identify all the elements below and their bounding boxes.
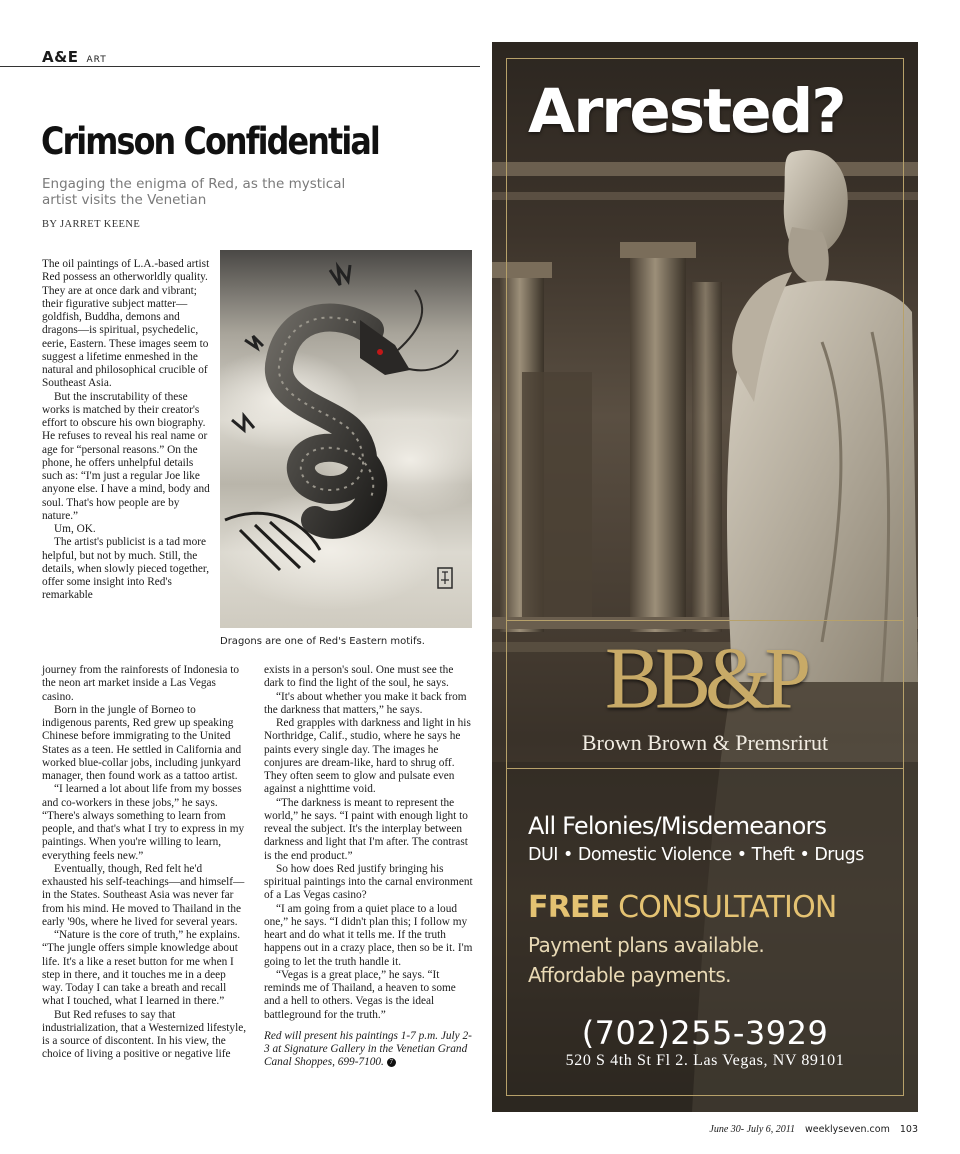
payment-plans: Payment plans available.: [528, 933, 765, 957]
paragraph: “I am going from a quiet place to a loud one,” he says. “I didn't plan this; I follow my heart and do what it tells me. If the truth happens out in a crazy place, then so be it. I'm going to let the truth handle it.: [264, 902, 473, 968]
paragraph: The oil paintings of L.A.-based artist Red possess an otherworldly quality. They are at once dark and vibrant; their figurative subject matter—goldfish, Buddha, demons and dragons—is spiritual, psychedelic, eerie, Eastern. These images seem to suggest a lifetime enmeshed in the natural and philosophical crucible of Southeast Asia.: [42, 258, 210, 390]
event-note-text: Red will present his paintings 1-7 p.m. July 2-3 at Signature Gallery in the Venetian Grand Canal Shoppes, 699-7100.: [264, 1029, 472, 1069]
paragraph: journey from the rainforests of Indonesia to the neon art market inside a Las Vegas casino.: [42, 664, 240, 703]
ad-services: All Felonies/Misdemeanors: [528, 812, 827, 840]
firm-logo: BB&P: [604, 629, 806, 728]
section-label: A&E: [42, 48, 79, 66]
ad-case-types: DUI • Domestic Violence • Theft • Drugs: [528, 845, 864, 865]
paragraph: [264, 969, 474, 1022]
article-byline: BY JARRET KEENE: [42, 219, 141, 230]
paragraph: “I learned a lot about life from my bosses and co-workers in these jobs,” he says. “There's always something to learn from people, and that's what I try to express in my paintings. When you're willing to learn, everything feels new.”: [42, 783, 245, 862]
consultation-label: CONSULTATION: [618, 890, 837, 925]
article-title: Crimson Confidential: [41, 120, 379, 163]
paragraph: “The darkness is meant to represent the world,” he says. “I paint with enough light to reveal the subject. It's the interplay between darkness and light that I'm after. The contrast is the end product.”: [264, 796, 468, 862]
firm-address: 520 S 4th St Fl 2. Las Vegas, NV 89101: [565, 1052, 845, 1069]
issue-date: June 30- July 6, 2011: [709, 1124, 796, 1135]
paragraph: Um, OK.: [54, 523, 96, 535]
paragraph: But Red refuses to say that industrialization, that a Westernized lifestyle, is a source of discontent. In his view, the choice of living a positive or negative life: [42, 1008, 247, 1061]
end-mark-icon: 7: [387, 1058, 396, 1067]
paragraph: Eventually, though, Red felt he'd exhausted his self-teachings—and himself—in the States. Southeast Asia was never far from his mind. He moved to Thailand in the early '90s, where he lived for several years.: [42, 862, 245, 928]
website: weeklyseven.com: [805, 1124, 890, 1135]
affordable-payments: Affordable payments.: [528, 963, 731, 987]
law-firm-ad: [492, 42, 918, 1112]
paragraph: Red grapples with darkness and light in his Northridge, Calif., studio, where he says he paints every single day. The images he conjures are dream-like, hard to shrug off. They often seem to glow and pulsate even against a nighttime void.: [264, 717, 471, 796]
event-note: [264, 1030, 474, 1070]
paragraph-text: “Vegas is a great place,” he says. “It reminds me of Thailand, a heaven to some and a hell to others. Vegas is the ideal battleground for the truth.”: [264, 968, 456, 1021]
article-column-a: [42, 258, 212, 603]
page-footer: [709, 1124, 918, 1135]
article-column-b: [42, 664, 248, 1062]
paragraph: Born in the jungle of Borneo to indigenous parents, Red grew up speaking Chinese before immigrating to the United States as a teen. He settled in California and worked blue-collar jobs, including junkyard manager, then found work as a tattoo artist.: [42, 703, 242, 782]
paragraph: exists in a person's soul. One must see the dark to find the light of the soul, he says.: [264, 664, 454, 690]
ad-consultation: [528, 890, 837, 925]
phone-number: (702)255-3929: [581, 1014, 829, 1052]
ad-payment-info: [528, 930, 764, 990]
paragraph: “Nature is the core of truth,” he explains. “The jungle offers simple knowledge about life. It's a like a reset button for me when I step in there, and it touches me in a deep way. Today I can take a breath and recall what I touched, what I learned in there.”: [42, 929, 241, 1008]
dragon-painting-image: [220, 250, 472, 628]
firm-name: Brown Brown & Premsrirut: [581, 730, 829, 755]
ad-headline: Arrested?: [528, 76, 845, 147]
ad-divider: [506, 620, 904, 621]
free-label: FREE: [528, 890, 610, 925]
paragraph: The artist's publicist is a tad more helpful, but not by much. Still, the details, when slowly pieced together, offer some insight into Red's remarkable: [42, 536, 210, 602]
paragraph: So how does Red justify bringing his spiritual paintings into the carnal environment of a Las Vegas casino?: [264, 862, 473, 902]
article-column-c: [264, 664, 474, 1070]
section-header: [42, 48, 107, 66]
image-caption: Dragons are one of Red's Eastern motifs.: [220, 636, 425, 647]
paragraph: “It's about whether you make it back from the darkness that matters,” he says.: [264, 690, 467, 716]
page-number: 103: [899, 1124, 918, 1135]
article-deck: Engaging the enigma of Red, as the mystical artist visits the Venetian: [42, 176, 346, 208]
subsection-label: ART: [86, 55, 107, 65]
header-rule: [0, 66, 480, 67]
paragraph: But the inscrutability of these works is matched by their creator's effort to obscure his own biography. He refuses to reveal his real name or age for “personal reasons.” On the phone, he offers unhelpful details such as: “I'm just a regular Joe like anyone else. I have a mind, body and soul. That's how people are by nature.”: [42, 390, 210, 522]
ad-divider: [506, 768, 904, 769]
